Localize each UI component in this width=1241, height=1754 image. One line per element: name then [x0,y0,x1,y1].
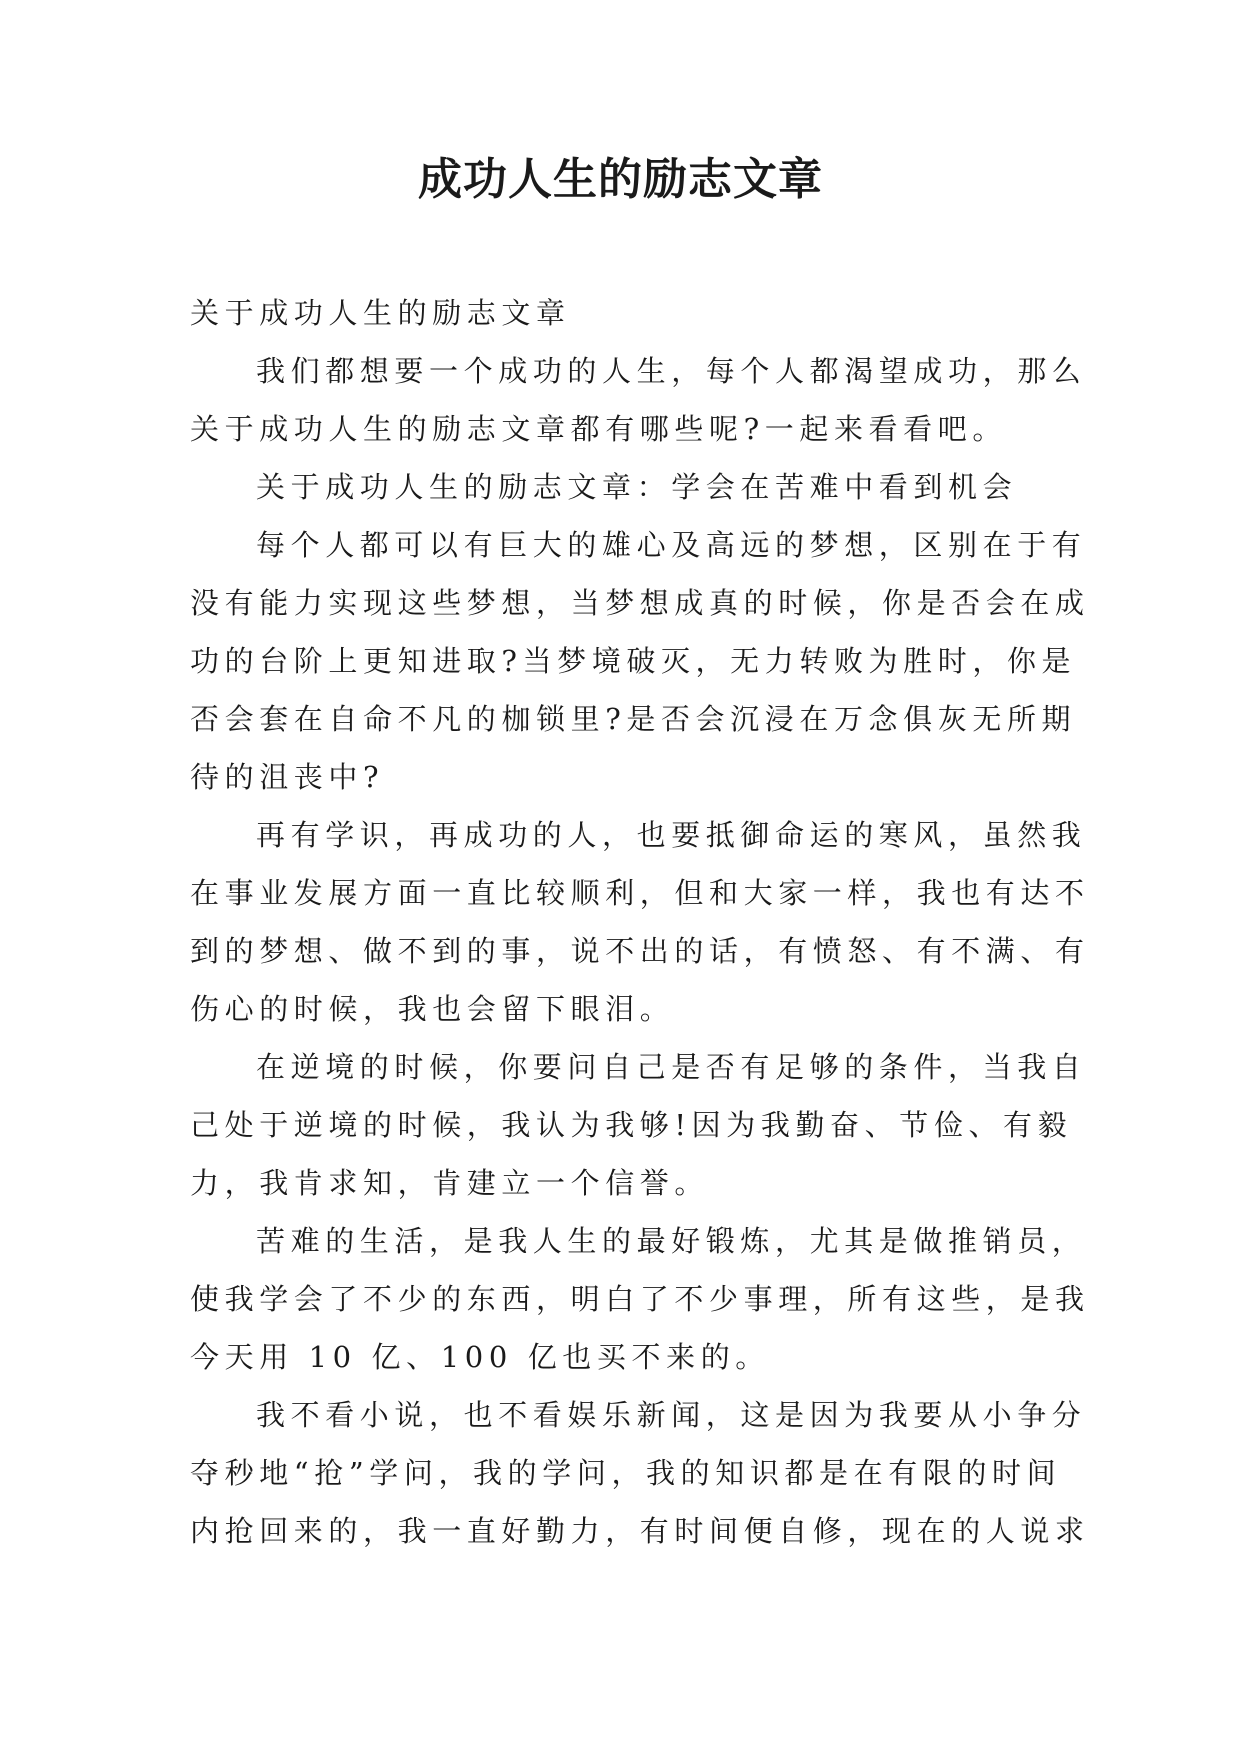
body-line: 关于成功人生的励志文章：学会在苦难中看到机会 [256,470,1018,504]
body-line: 使我学会了不少的东西，明白了不少事理，所有这些，是我 [190,1282,1090,1316]
body-line: 功的台阶上更知进取?当梦境破灭，无力转败为胜时，你是 [190,644,1077,678]
body-line: 夺秒地“抢”学问，我的学问，我的知识都是在有限的时间 [190,1456,1062,1490]
body-line: 在逆境的时候，你要问自己是否有足够的条件，当我自 [256,1050,1087,1084]
body-line: 关于成功人生的励志文章都有哪些呢?一起来看看吧。 [190,412,1007,446]
body-line: 再有学识，再成功的人，也要抵御命运的寒风，虽然我 [256,818,1087,852]
body-line: 我们都想要一个成功的人生，每个人都渴望成功，那么 [256,354,1087,388]
body-line: 没有能力实现这些梦想，当梦想成真的时候，你是否会在成 [190,586,1090,620]
document-title: 成功人生的励志文章 [418,154,823,205]
document-body [190,284,1090,1560]
body-line: 内抢回来的，我一直好勤力，有时间便自修，现在的人说求 [190,1514,1090,1548]
body-line: 每个人都可以有巨大的雄心及高远的梦想，区别在于有 [256,528,1087,562]
body-line: 伤心的时候，我也会留下眼泪。 [190,992,675,1026]
body-line: 否会套在自命不凡的枷锁里?是否会沉浸在万念俱灰无所期 [190,702,1077,736]
body-line: 今天用 10 亿、100 亿也买不来的。 [190,1340,770,1374]
body-line: 关于成功人生的励志文章 [190,296,571,330]
body-line: 力，我肯求知，肯建立一个信誉。 [190,1166,710,1200]
body-line: 我不看小说，也不看娱乐新闻，这是因为我要从小争分 [256,1398,1087,1432]
body-line: 到的梦想、做不到的事，说不出的话，有愤怒、有不满、有 [190,934,1090,968]
body-line: 苦难的生活，是我人生的最好锻炼，尤其是做推销员， [256,1224,1087,1258]
body-line: 己处于逆境的时候，我认为我够!因为我勤奋、节俭、有毅 [190,1108,1073,1142]
body-line: 待的沮丧中? [190,760,385,794]
body-line: 在事业发展方面一直比较顺利，但和大家一样，我也有达不 [190,876,1090,910]
